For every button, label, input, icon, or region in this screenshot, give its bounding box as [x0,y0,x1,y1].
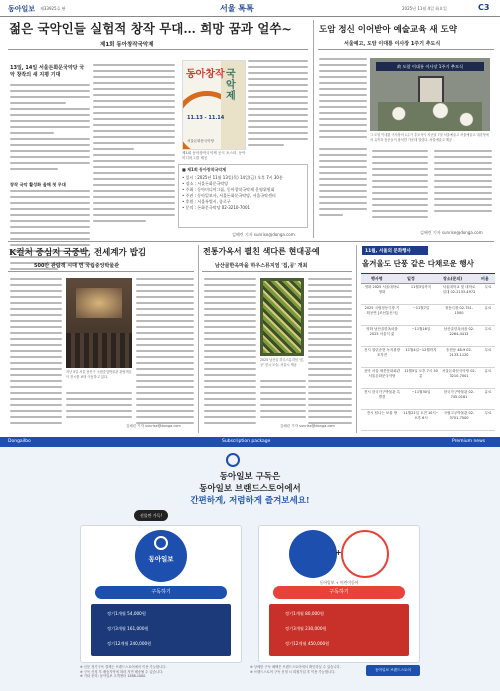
card1-plan[interactable]: 정기12개월 240,000원 [107,641,152,646]
article2-body-col1b [319,148,367,220]
article2-title: 도암 정신 이어받아 예술교육 새 도약 [319,25,457,35]
article2-body-col2 [372,150,428,222]
exhibit-photo [260,278,304,356]
article1-divider [8,49,308,50]
section-rule [8,241,494,242]
exhibit-caption: 2025 남산골 하우스뮤지엄 '집,공' 전시 모습. 서울시 제공 [260,358,304,367]
section-title: 서울 톡톡 [220,4,254,13]
article2-divider [318,49,494,50]
promo-right-label: Premium news [452,439,486,444]
event-place: 정동극장 02-751-1500 [444,306,474,315]
card1-plan[interactable]: 정기1개월 54,000원 [107,611,146,616]
card1-ring-icon [154,536,168,550]
brandstore-button-label: 동아일보 브랜드스토어 [375,668,411,672]
festival-info-box [178,164,308,228]
events-tag-text: 11월, 서울의 문화행사 [365,249,411,254]
card2-plan[interactable]: 정기1개월 80,000원 [285,611,324,616]
event-cost: 무료 [484,348,492,352]
article4-byline: 김혜린 기자 sunrise@donga.com [280,424,335,428]
promo-logo-icon [226,453,240,467]
article3-title: K컬처 중심지 국중박, 전세계가 밥김 [9,248,147,258]
event-date: 11월5일 오후 7시 30분 [404,369,438,378]
article4-subtitle: 남산골한옥마을 하우스뮤지엄 '집,공' 개최 [215,263,308,269]
promo-foot-left [80,665,260,679]
events-col-name: 행사명 [371,276,383,281]
article1-body-col1 [10,84,90,174]
page-number: C3 [478,3,490,12]
info-box-title: ■ 제1회 동아창작국악제 [182,167,227,172]
card2-circle-b [341,530,389,578]
article2-body-col1 [319,58,367,142]
events-table [361,273,495,433]
article2-subtitle: 서울예고, 도암 이대룡 이사장 1주기 추도식 [344,41,441,47]
event-name: 전시 한국가구박물관 특별전 [363,390,401,399]
event-place: 국립고궁박물관 02-3701-7500 [443,411,475,420]
event-name: 영화 2025 서울대학로영화 [364,285,400,294]
events-row [361,388,495,410]
card1-button-label: 구독하기 [151,589,171,595]
card2-plan[interactable]: 정기12개월 450,000원 [285,641,330,646]
event-cost: 무료 [484,285,492,289]
article4-body-col2 [308,278,352,428]
article1-midheading: 창작 국악 활성화 올해 첫 무대 [10,182,66,187]
memorial-flowers [378,102,482,131]
event-cost: 무료 [484,411,492,415]
poster-brand: 동아창작 [186,69,225,80]
article2-body-col3 [434,150,492,216]
info-line: • 주관 : 동아일보사, 서울돈화문국악당, 서울국악센터 [182,193,276,198]
events-col-date: 일정 [407,276,415,281]
museum-photo [66,278,132,368]
events-row [361,409,495,431]
column-divider [313,20,314,238]
memorial-banner-text: 故 도암 이대룡 이사장 1주기 추모식 [396,64,464,69]
card2-plan[interactable]: 정기3개월 230,000원 [285,626,327,631]
poster-title: 국악제 [226,69,236,102]
events-title: 올겨울도 단풍 같은 다채로운 행사 [362,259,474,268]
column-divider-3 [356,245,357,433]
event-date: ~11월30일 [411,390,431,394]
event-name: 전시 열린송현 녹지광장 조각전 [363,348,401,357]
article3-divider [8,271,194,272]
info-line: • 장소 : 서울돈화문국악당 [182,181,229,186]
event-place: 송현동 48-9 02-2133-1120 [445,348,473,357]
promo-header-bar [0,437,500,447]
museum-crowd [66,333,132,368]
article1-body-col3 [248,60,308,150]
article4-body-col1 [204,278,256,428]
memorial-photo [370,58,490,131]
event-place: 남산골한옥마을 02-2264-4412 [443,327,475,336]
event-name: 음악 서울 세종문화회관 서울돈화문국악당 [363,369,401,378]
event-date: 11월4일~12월까지 [405,348,437,352]
memorial-caption: 그 도암 이대룡 이사장의 1주기 추모식이 지난달 7일 서울예술고 서울예술고 대강당에서 유족과 동문들이 참석한 가운데 열렸다. 서울예술고 제공 [370,133,489,142]
events-row [361,367,495,389]
poster-caption: 제1회 동아창작국악제 공식 포스터. 동아미디어그룹 제공 [182,151,246,160]
promo-left-label: Dongailbo [8,439,31,444]
events-col-cost: 비용 [481,276,489,281]
card2-subscribe-button[interactable] [273,586,405,599]
card2-button-label: 구독하기 [329,589,349,595]
event-date: ~11월7일 [412,306,430,310]
info-line: • 후원 : 서울특별시, 종로구 [182,199,231,204]
article3-body-col2 [136,278,194,428]
events-row [361,346,495,368]
event-name: 전시 탐나는 보물 방 [366,411,398,415]
info-line: • 일시 : 2025년 11월 13일(목) 14일(금) 오후 7시 30분 [182,175,283,180]
festival-poster [182,60,246,150]
event-name: 2025 국립정동극장 기획공연 [조선통신사] [364,306,400,315]
promo-section [0,437,500,691]
article1-title: 젊은 국악인들 실험적 창작 무대… 희망 꿈과 얼쑤~ [9,21,292,36]
promo-headline-1: 동아일보 구독은 [219,472,281,482]
museum-light [76,288,122,318]
events-col-place: 장소(문의) [443,276,463,281]
card2-plans [269,604,409,656]
card1-title: 동아일보 [148,555,174,563]
promo-headline-3: 간편하게, 저렴하게 즐겨보세요! [190,496,310,506]
card2-circle-a [289,530,337,578]
exhibit-pattern [263,281,301,353]
card1-plans [91,604,231,656]
article1-body-col2 [93,64,175,226]
events-row [361,283,495,305]
article4-divider [202,271,352,272]
column-divider-2 [198,245,199,433]
masthead-logo: 동아일보 [8,4,36,13]
promo-card-2 [258,525,420,663]
article1-lead: 13일, 14일 서울돈화문국악당 국악 창작의 새 지평 기대 [10,65,85,78]
article3-subtitle: 500만 관람객 시대 연 국립중앙박물관 [34,263,120,269]
article4-body-col1b [260,380,306,422]
foot-note: ※ 브랜드스토어 구독 신청 시 회원가입 후 이용 가능합니다. [250,669,336,674]
article2-byline: 김혜린 기자 sunrise@donga.com [420,230,483,235]
foot-note: ※ 상세한 구독 혜택은 브랜드스토어에서 확인하실 수 있습니다. [250,665,341,669]
foot-note: ※ 구독 신청 후 배송지역에 따라 지연 배송될 수 있습니다. [80,669,164,674]
foot-note: ※ 기타 문의: 동아일보 고객센터 1588-1000 [80,674,146,679]
promo-badge-text: 선물만 가득! [139,513,163,518]
event-cost: 유료 [484,306,492,310]
info-line: • 문의 : 돈화문국악당 02-3210-7001 [182,205,251,210]
card2-plus-icon: + [335,548,342,557]
event-date: ~11월16일 [411,327,431,331]
event-date: 11월22일 오전 10시~오후 6시 [403,411,439,420]
promo-card-1 [80,525,242,663]
events-row [361,325,495,347]
card1-subscribe-button[interactable] [95,586,227,599]
article3-body-col1b [66,392,132,422]
promo-headline-2: 동아일보 브랜드스토어에서 [199,484,301,494]
masthead [0,0,500,17]
event-cost: 유료 [484,390,492,394]
page-date: 2025년 11월 4일 화요일 [402,6,447,11]
article3-byline: 김혜린 기자 sunrise@donga.com [126,424,181,428]
event-place: 서울돈화문국악당 02-3210-7001 [442,369,476,378]
brandstore-button[interactable] [366,665,420,676]
info-line: • 주최 : 동아미디어그룹, 동아창작국악제 운영위원회 [182,187,275,192]
promo-center-label: Subscription package [222,439,271,444]
memorial-banner [376,62,484,71]
card2-title: 동아일보 + 어린이동아 [319,580,359,585]
article1-byline: 김혜린 기자 sunrise@donga.com [232,232,295,237]
event-cost: 유료 [484,369,492,373]
event-place: 서울대학교 및 대학로일대 02-2133-4972 [442,285,476,294]
poster-dates: 11.13 - 11.14 [187,115,225,121]
foot-note: ※ 신문 정기구독 결제는 브랜드스토어에서 이용 가능합니다. [80,665,167,669]
event-date: 11월3일까지 [410,285,432,289]
event-name: 영화 남산골한옥마을 2025 서울식 삶 [366,327,398,336]
issue-number: 제33925호 판 [40,6,66,11]
article1-subtitle: 제1회 동아창작국악제 [100,42,154,48]
events-tag [362,246,428,255]
events-row [361,304,495,326]
event-place: 한국가구박물관 02-745-0181 [443,390,475,399]
poster-venue: 서울돈화문국악당 [187,139,215,143]
museum-caption: 지난 5일 서울 용산구 국립중앙박물관 관람객들이 전시를 보며 이동하고 있다. [66,370,132,379]
card1-plan[interactable]: 정기3개월 161,000원 [107,626,149,631]
article4-title: 전통가옥서 펼친 색다른 현대공예 [203,246,320,256]
article3-body-col1 [10,278,62,428]
event-cost: 무료 [484,327,492,331]
promo-badge [134,510,168,521]
